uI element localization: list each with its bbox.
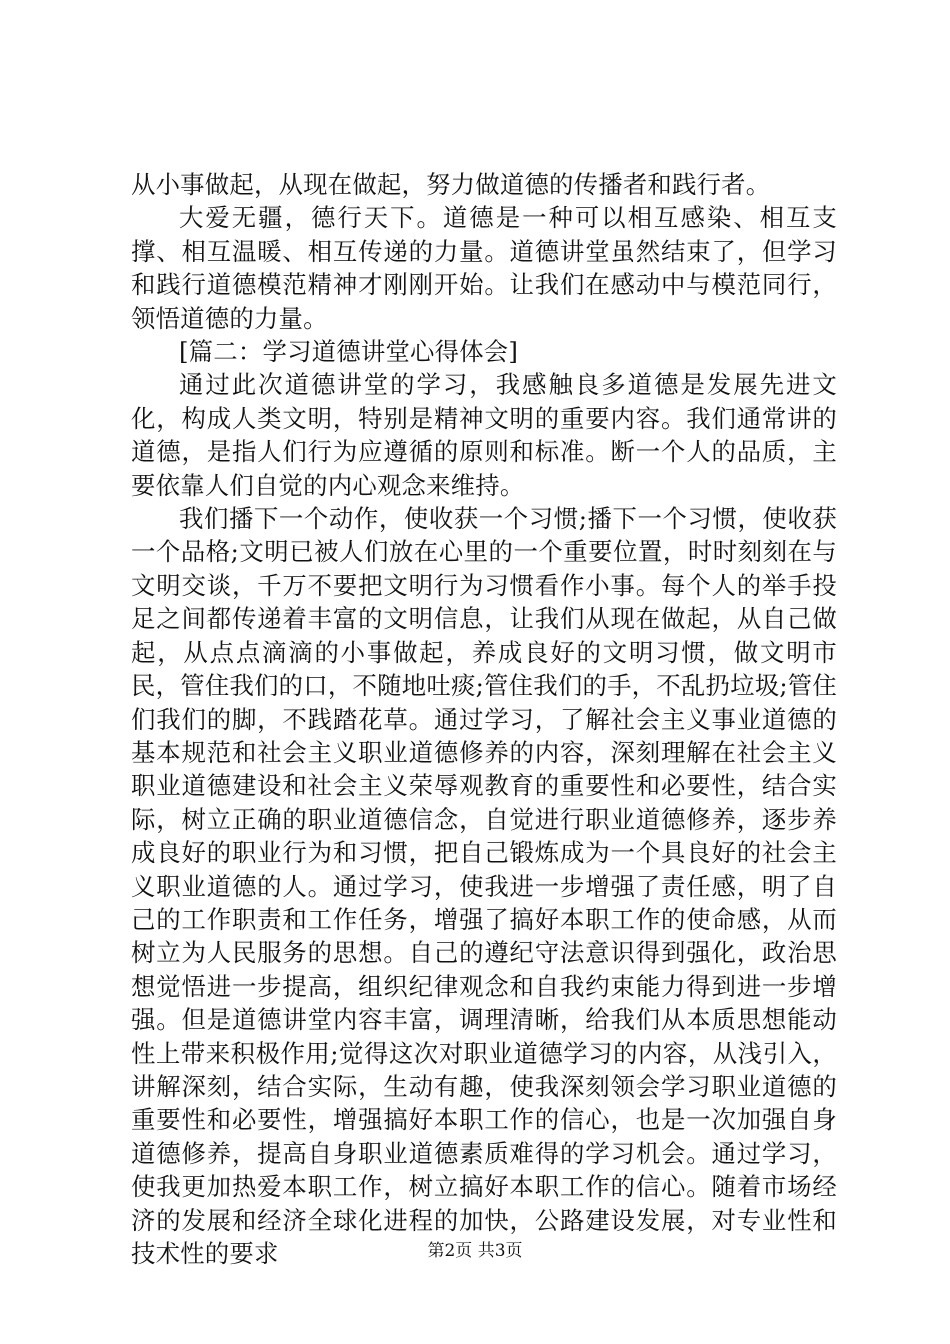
section-heading: [篇二：学习道德讲堂心得体会] — [179, 337, 519, 367]
document-body — [131, 168, 837, 1270]
paragraph-great-love: 大爱无疆，德行天下。道德是一种可以相互感染、相互支撑、相互温暖、相互传递的力量。道德讲堂虽然结束了，但学习和践行道德模范精神才刚刚开始。让我们在感动中与模范同行，领悟道德的力量。 — [131, 203, 837, 333]
paragraph-habits: 我们播下一个动作，使收获一个习惯;播下一个习惯，使收获一个品格;文明已被人们放在心里的一个重要位置，时时刻刻在与文明交谈，千万不要把文明行为习惯看作小事。每个人的举手投足之间都传递着丰富的文明信息，让我们从现在做起，从自己做起，从点点滴滴的小事做起，养成良好的文明习惯，做文明市民，管住我们的口，不随地吐痰;管住我们的手，不乱扔垃圾;管住们我们的脚，不践踏花草。通过学习，了解社会主义事业道德的基本规范和社会主义职业道德修养的内容，深刻理解在社会主义职业道德建设和社会主义荣辱观教育的重要性和必要性，结合实际，树立正确的职业道德信念，自觉进行职业道德修养，逐步养成良好的职业行为和习惯，把自己锻炼成为一个具良好的社会主义职业道德的人。通过学习，使我进一步增强了责任感，明了自己的工作职责和工作任务，增强了搞好本职工作的使命感，从而树立为人民服务的思想。自己的遵纪守法意识得到强化，政治思想觉悟进一步提高，组织纪律观念和自我约束能力得到进一步增强。但是道德讲堂内容丰富，调理清晰，给我们从本质思想能动性上带来积极作用;觉得这次对职业道德学习的内容，从浅引入，讲解深刻，结合实际，生动有趣，使我深刻领会学习职业道德的重要性和必要性，增强搞好本职工作的信心，也是一次加强自身道德修养，提高自身职业道德素质难得的学习机会。通过学习，使我更加热爱本职工作，树立搞好本职工作的信心。随着市场经济的发展和经济全球化进程的加快，公路建设发展，对专业性和技术性的要求 — [131, 504, 837, 1268]
paragraph-continuation: 从小事做起，从现在做起，努力做道德的传播者和践行者。 — [131, 170, 771, 199]
page-number: 第2页 共3页 — [427, 1241, 523, 1261]
paragraph-study-intro: 通过此次道德讲堂的学习，我感触良多道德是发展先进文化，构成人类文明，特别是精神文明的重要内容。我们通常讲的道德，是指人们行为应遵循的原则和标准。断一个人的品质，主要依靠人们自觉的内心观念来维持。 — [131, 370, 837, 500]
